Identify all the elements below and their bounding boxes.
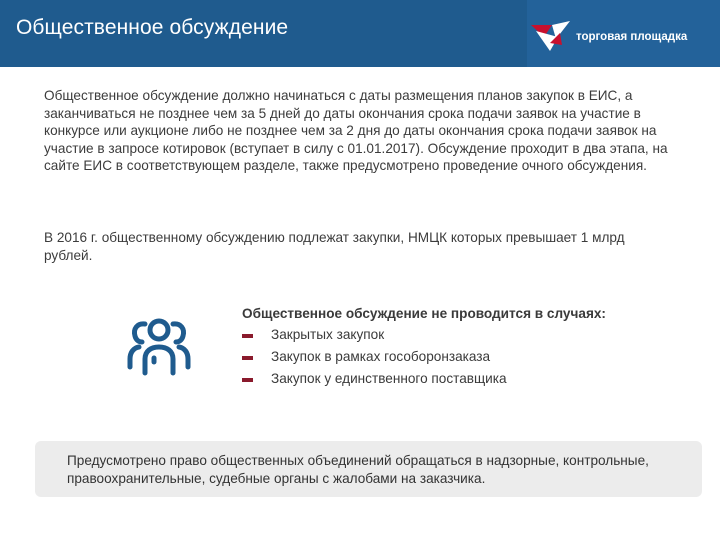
list-item xyxy=(242,324,702,346)
bullet-marker xyxy=(242,334,253,338)
note-text: Предусмотрено право общественных объединений обращаться в надзорные, контрольные, правоохранительные, судебные органы с жалобами на заказчика. xyxy=(67,453,649,486)
bird-logo-icon xyxy=(530,21,574,55)
site-logo[interactable] xyxy=(530,21,715,55)
list-item-text: Закрытых закупок xyxy=(271,327,385,342)
list-item-text: Закупок у единственного поставщика xyxy=(271,371,507,386)
list-item xyxy=(242,346,702,368)
exceptions-list xyxy=(242,303,702,390)
intro-paragraph: Общественное обсуждение должно начинаться с даты размещения планов закупок в ЕИС, а заканчиваться не позднее чем за 5 дней до даты окончания срока подачи заявок на участие в конкурсе или аукционе либо не позднее чем за 2 дня до даты окончания срока подачи заявок на участие в запросе котировок (вступает в силу с 01.01.2017). Обсуждение проходит в два этапа, на сайте ЕИС в соответствующем разделе, также предусмотрено проведение очного обсуждения. xyxy=(44,88,668,173)
page-title: Общественное обсуждение xyxy=(16,16,289,39)
bullet-marker xyxy=(242,356,253,360)
list-item-text: Закупок в рамках гособоронзаказа xyxy=(271,349,491,364)
note-box xyxy=(35,441,702,497)
people-group-icon xyxy=(125,315,193,379)
header-bar xyxy=(0,0,720,67)
bullet-marker xyxy=(242,378,253,382)
exceptions-title: Общественное обсуждение не проводится в случаях: xyxy=(242,306,606,321)
logo-text: торговая площадка xyxy=(576,31,688,43)
list-item xyxy=(242,368,702,390)
threshold-paragraph: В 2016 г. общественному обсуждению подлежат закупки, НМЦК которых превышает 1 млрд рублей. xyxy=(44,230,625,263)
